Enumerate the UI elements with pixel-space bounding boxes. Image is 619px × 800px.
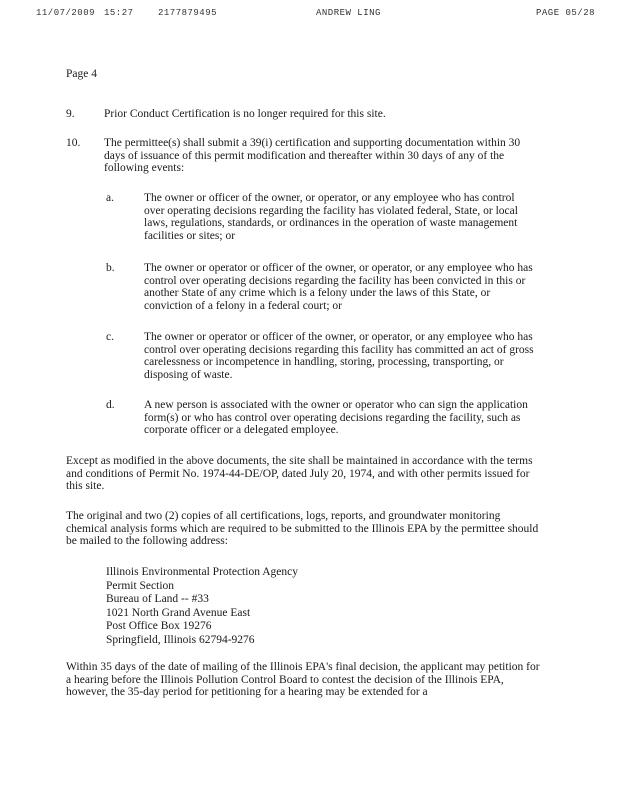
subitem-letter: c. bbox=[106, 331, 114, 343]
address-line: Illinois Environmental Protection Agency bbox=[106, 566, 298, 578]
fax-phone: 2177879495 bbox=[158, 8, 218, 18]
item-text: Prior Conduct Certification is no longer required for this site. bbox=[104, 108, 386, 120]
fax-page-number: PAGE 05/28 bbox=[536, 8, 596, 18]
item-number: 9. bbox=[66, 108, 75, 120]
subitem-text: The owner or operator or officer of the owner, or operator, or any employee who has control over operating decisions regarding this facility has committed an act of gross carelessness or incompetence in handling, storing, processing, transporting, or disposing of waste. bbox=[144, 331, 534, 381]
address-line: Bureau of Land -- #33 bbox=[106, 593, 209, 605]
subitem-letter: b. bbox=[106, 262, 115, 274]
page-label: Page 4 bbox=[66, 68, 97, 80]
address-line: Springfield, Illinois 62794-9276 bbox=[106, 633, 255, 646]
item-text: The permittee(s) shall submit a 39(i) certification and supporting documentation within 30 days of issuance of this permit modification and thereafter within 30 days of any of the following events: bbox=[104, 137, 521, 174]
fax-sender: ANDREW LING bbox=[316, 8, 381, 18]
paragraph-mailing-instructions: The original and two (2) copies of all certifications, logs, reports, and groundwater monitoring chemical analysis forms which are required to be submitted to the Illinois EPA by the permittee should be mailed to the following address: bbox=[66, 510, 539, 547]
subitem-text: The owner or operator or officer of the owner, or operator, or any employee who has control over operating decisions regarding the facility has been convicted in this or another State of any crime which is a felony under the laws of this State, or conviction of a felony in a federal court; or bbox=[144, 262, 533, 312]
subitem-text: A new person is associated with the owner or operator who can sign the application form(s) or who has control over operating decisions regarding the facility, such as corporate officer or a delegated employee. bbox=[144, 399, 528, 436]
mailing-address bbox=[106, 566, 298, 647]
subitem-letter: a. bbox=[106, 192, 114, 204]
address-line: 1021 North Grand Avenue East bbox=[106, 606, 251, 619]
fax-date: 11/07/2009 bbox=[36, 8, 96, 18]
paragraph-appeal-rights: Within 35 days of the date of mailing of the Illinois EPA's final decision, the applicant may petition for a hearing before the Illinois Pollution Control Board to contest the decision of the Illinois EPA, however, the 35-day period for petitioning for a hearing may be extended for a bbox=[66, 661, 540, 698]
subitem-text: The owner or officer of the owner, or operator, or any employee who has control over operating decisions regarding the facility has violated federal, State, or local laws, regulations, standards, or ordinances in the operation of waste management facilities or sites; or bbox=[144, 192, 518, 242]
subitem-letter: d. bbox=[106, 399, 115, 411]
item-number: 10. bbox=[66, 137, 81, 149]
fax-header bbox=[0, 8, 619, 22]
address-line: Permit Section bbox=[106, 579, 175, 592]
address-line: Post Office Box 19276 bbox=[106, 620, 212, 632]
fax-time: 15:27 bbox=[104, 8, 134, 18]
paragraph-permit-conditions: Except as modified in the above documents, the site shall be maintained in accordance with the terms and conditions of Permit No. 1974-44-DE/OP, dated July 20, 1974, and with other permits issued for this site. bbox=[66, 455, 533, 492]
